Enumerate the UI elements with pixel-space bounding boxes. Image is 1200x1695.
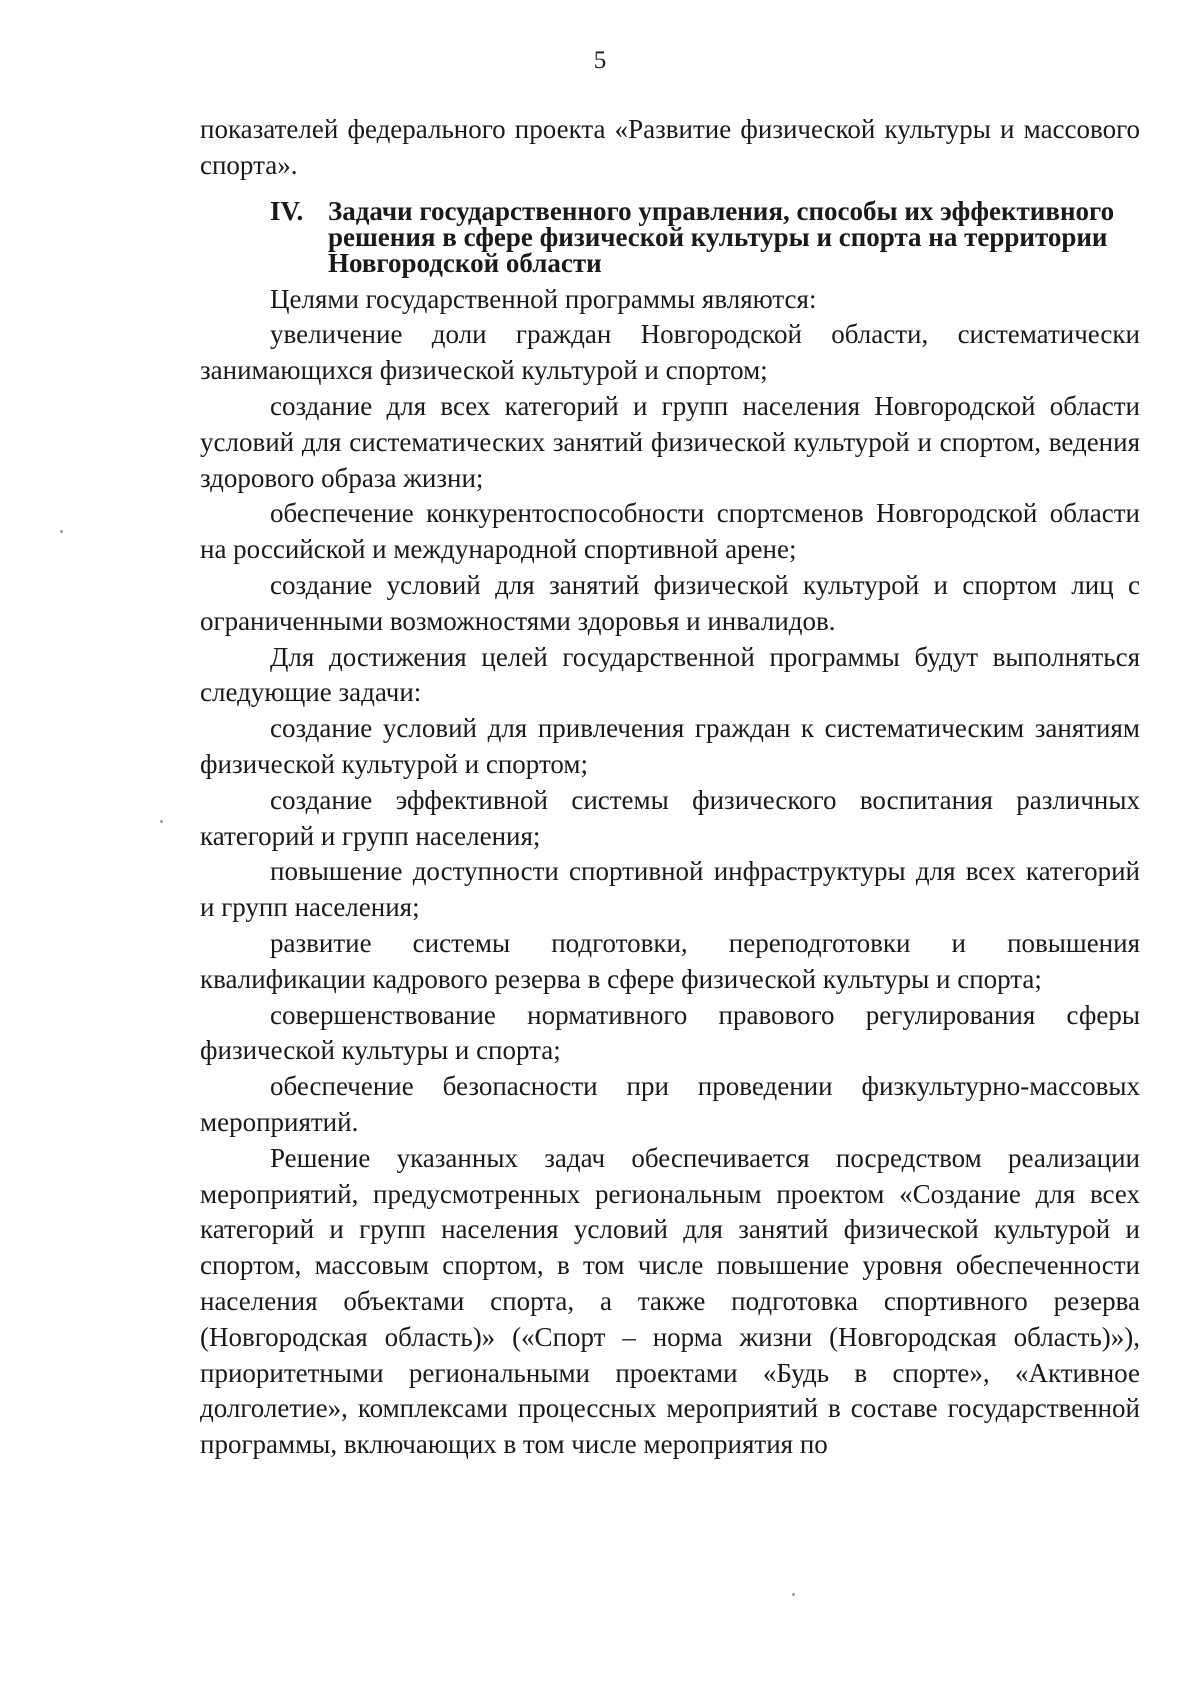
paragraph: показателей федерального проекта «Развитие физической культуры и массового спорта». (200, 114, 1140, 180)
page-number: 5 (593, 47, 607, 74)
paragraph: обеспечение безопасности при проведении физкультурно-массовых мероприятий. (200, 1071, 1140, 1137)
paragraph: увеличение доли граждан Новгородской области, систематически занимающихся физической культурой и спортом; (200, 319, 1140, 386)
paragraph: Решение указанных задач обеспечивается посредством реализации мероприятий, предусмотренных региональным проектом «Создание для всех категорий и групп населения условий для занятий физической культурой и спортом, массовым спортом, в том числе повышение уровня обеспеченности населения объектами спорта, а также подготовка спортивного резерва (Новгородская область)» («Спорт – норма жизни (Новгородская область)»), приоритетными региональными проектами «Будь в спорте», «Активное долголетие», комплексами процессных мероприятий в составе государственной программы, включающих в том числе мероприятия по (200, 1142, 1140, 1460)
paragraph: создание для всех категорий и групп населения Новгородской области условий для систематических занятий физической культурой и спортом, ведения здорового образа жизни; (200, 390, 1140, 493)
paragraph: Целями государственной программы являются: (270, 283, 817, 314)
paragraph: обеспечение конкурентоспособности спортсменов Новгородской области на российской и международной спортивной арене; (200, 498, 1140, 565)
section-heading (270, 195, 1140, 278)
document-body (200, 112, 1140, 1463)
paragraph: создание эффективной системы физического воспитания различных категорий и групп населения; (200, 784, 1140, 851)
paragraph: развитие системы подготовки, переподготовки и повышения квалификации кадрового резерва в сфере физической культуры и спорта; (200, 927, 1140, 994)
scan-speck (160, 820, 163, 823)
paragraph: совершенствование нормативного правового регулирования сферы физической культуры и спорта; (200, 999, 1140, 1066)
paragraph: Для достижения целей государственной программы будут выполняться следующие задачи: (200, 641, 1140, 708)
paragraph: создание условий для привлечения граждан к систематическим занятиям физической культурой и спортом; (200, 713, 1140, 779)
scan-speck (60, 530, 63, 533)
paragraph: повышение доступности спортивной инфраструктуры для всех категорий и групп населения; (200, 856, 1140, 923)
scan-speck (792, 1593, 795, 1596)
section-number: IV. (270, 195, 304, 226)
paragraph: создание условий для занятий физической культурой и спортом лиц с ограниченными возможностями здоровья и инвалидов. (200, 569, 1140, 636)
section-title: Задачи государственного управления, способы их эффективного решения в сфере физической культуры и спорта на территории Новгородской области (328, 195, 1115, 278)
